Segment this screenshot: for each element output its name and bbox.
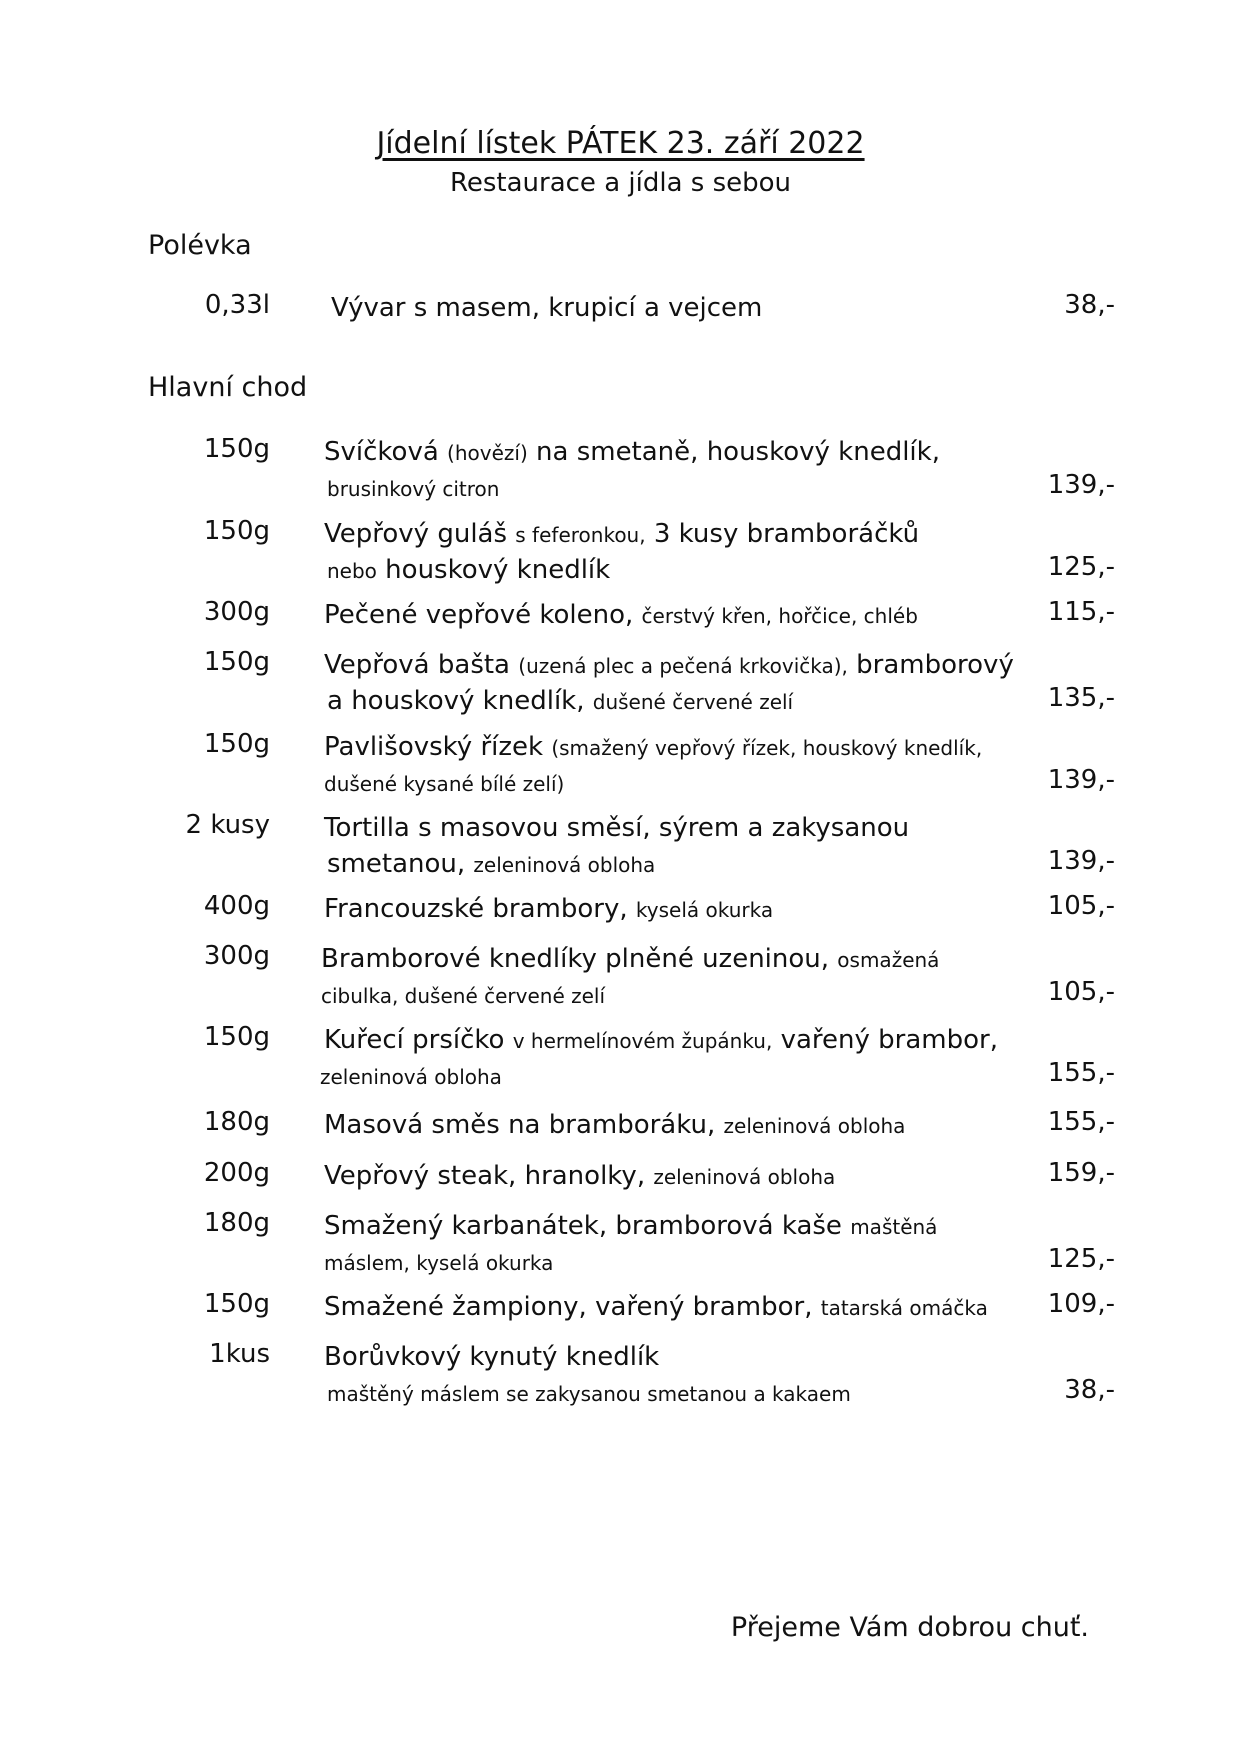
- closing-note: Přejeme Vám dobrou chuť.: [730, 1612, 1089, 1643]
- item-quantity: 150g: [203, 434, 270, 464]
- item-price: 139,-: [1047, 765, 1115, 795]
- item-quantity: 400g: [203, 891, 270, 921]
- item-line-2: cibulka, dušené červené zelí: [321, 984, 606, 1008]
- item-line-1: Smažené žampiony, vařený brambor, tatarská omáčka: [324, 1292, 988, 1322]
- item-quantity: 0,33l: [204, 290, 270, 320]
- item-line-1: Borůvkový kynutý knedlík: [324, 1342, 660, 1372]
- item-quantity: 300g: [203, 941, 270, 971]
- item-price: 155,-: [1047, 1107, 1115, 1137]
- item-line-2: zeleninová obloha: [320, 1065, 502, 1089]
- item-line-1: Vepřový steak, hranolky, zeleninová obloha: [324, 1161, 836, 1191]
- section-heading-soup: Polévka: [148, 230, 252, 261]
- item-quantity: 150g: [203, 647, 270, 677]
- item-quantity: 1kus: [209, 1339, 270, 1369]
- item-price: 139,-: [1047, 470, 1115, 500]
- menu-subtitle: Restaurace a jídla s sebou: [449, 168, 792, 198]
- item-quantity: 150g: [203, 1022, 270, 1052]
- item-line-2: brusinkový citron: [327, 477, 500, 501]
- item-line-1: Pavlišovský řízek (smažený vepřový řízek, houskový knedlík,: [324, 732, 983, 762]
- item-quantity: 200g: [203, 1158, 270, 1188]
- item-price: 105,-: [1047, 977, 1115, 1007]
- item-price: 38,-: [1064, 1375, 1115, 1405]
- item-quantity: 150g: [203, 729, 270, 759]
- menu-title: Jídelní lístek PÁTEK 23. září 2022: [376, 126, 865, 161]
- item-price: 105,-: [1047, 891, 1115, 921]
- item-line-2: maštěný máslem se zakysanou smetanou a kakaem: [327, 1382, 851, 1406]
- item-price: 159,-: [1047, 1158, 1115, 1188]
- item-price: 125,-: [1047, 552, 1115, 582]
- item-line-1: Tortilla s masovou směsí, sýrem a zakysanou: [324, 813, 910, 843]
- item-line-1: Bramborové knedlíky plněné uzeninou, osmažená: [321, 944, 940, 974]
- item-quantity: 180g: [203, 1208, 270, 1238]
- item-line-2: a houskový knedlík, dušené červené zelí: [327, 686, 794, 716]
- item-line-2: smetanou, zeleninová obloha: [327, 849, 656, 879]
- item-line-1: Smažený karbanátek, bramborová kaše maštěná: [324, 1211, 938, 1241]
- item-name: Vývar s masem, krupicí a vejcem: [331, 293, 763, 323]
- item-line-1: Kuřecí prsíčko v hermelínovém župánku, vařený brambor,: [324, 1025, 998, 1055]
- item-price: 139,-: [1047, 846, 1115, 876]
- item-price: 38,-: [1064, 290, 1115, 320]
- item-line-1: Vepřová bašta (uzená plec a pečená krkovička), bramborový: [324, 650, 1014, 680]
- item-line-1: Masová směs na bramboráku, zeleninová obloha: [324, 1110, 906, 1140]
- item-quantity: 180g: [203, 1107, 270, 1137]
- item-line-2: dušené kysané bílé zelí): [324, 772, 565, 796]
- item-price: 155,-: [1047, 1058, 1115, 1088]
- item-quantity: 150g: [203, 1289, 270, 1319]
- item-price: 135,-: [1047, 683, 1115, 713]
- item-quantity: 2 kusy: [185, 810, 270, 840]
- item-line-1: Svíčková (hovězí) na smetaně, houskový knedlík,: [324, 437, 940, 467]
- item-line-1: Pečené vepřové koleno, čerstvý křen, hořčice, chléb: [324, 600, 918, 630]
- item-price: 125,-: [1047, 1244, 1115, 1274]
- item-line-2: nebo houskový knedlík: [327, 555, 611, 585]
- item-price: 115,-: [1047, 597, 1115, 627]
- item-price: 109,-: [1047, 1289, 1115, 1319]
- item-line-1: Francouzské brambory, kyselá okurka: [324, 894, 774, 924]
- section-heading-main: Hlavní chod: [148, 372, 308, 403]
- item-quantity: 150g: [203, 516, 270, 546]
- item-quantity: 300g: [203, 597, 270, 627]
- item-line-1: Vepřový guláš s feferonkou, 3 kusy bramboráčků: [324, 519, 920, 549]
- item-line-2: máslem, kyselá okurka: [324, 1251, 554, 1275]
